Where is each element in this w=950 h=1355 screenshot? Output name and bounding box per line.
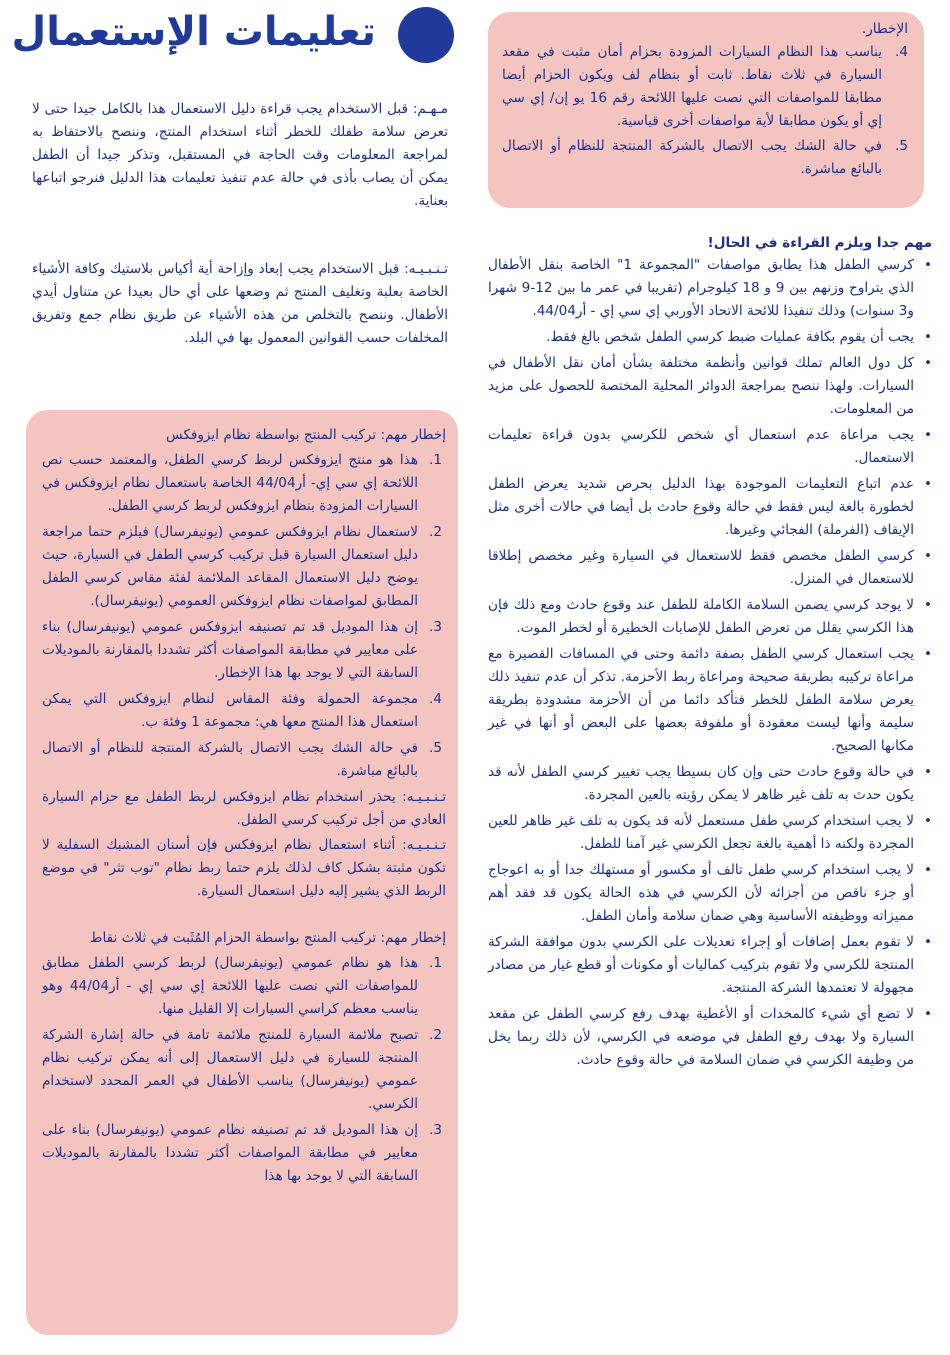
list-item <box>502 135 908 181</box>
warning-intro-line: الإخطار. <box>861 21 908 37</box>
list-item: • لا يوجد كرسي يضمن السلامة الكاملة للطفل عند وقوع حادث ومع ذلك فإن هذا الكرسي يقلل من تعرض الطفل للإصابات الخطيرة أو لخطر الموت. <box>488 594 932 640</box>
intro-important-paragraph: مـهـم: قبل الاستخدام يجب قراءة دليل الاستعمال هذا بالكامل جيدا حتى لا تعرض سلامة طفلك للخطر أثناء استخدام المنتج، وننصح بالاحتفاظ به لمراجعة المعلومات وقت الحاجة في المستقبل، وتذكر جيدا أن الطفل يمكن أن يصاب بأذى في حالة عدم تنفيذ تعليمات هذا الدليل فنرجو اتباعها بعناية. <box>32 101 448 209</box>
section-gap <box>42 905 446 927</box>
isofix-caution-1: تـنـبـيـه: يحذر استخدام نظام ايزوفكس لربط الطفل مع حزام السيارة العادي من أجل تركيب كرسي الطفل. <box>42 789 446 828</box>
belt-list <box>42 952 446 1188</box>
title-circle-icon <box>398 7 454 63</box>
item-number: 2. <box>429 1027 442 1043</box>
warning-box-installation <box>26 410 458 1335</box>
list-item <box>42 737 446 783</box>
item-text: في حالة الشك يجب الاتصال بالشركة المنتجة للنظام أو الاتصال بالبائع مباشرة. <box>502 138 882 177</box>
item-text: يناسب هذا النظام السيارات المزودة بحزام أمان مثبت في مقعد السيارة في ثلاث نقاط. ثابت أو بنظام لف ويكون الحزام أيضا مطابقا للمواصفات التي نصت عليها اللائحة رقم 16 يو إن/ إي سي إي أو يكون مطابقا لأية مواصفات أخرى قياسية. <box>502 44 882 129</box>
item-text: في حالة الشك يجب الاتصال بالشركة المنتجة للنظام أو الاتصال بالبائع مباشرة. <box>42 740 418 779</box>
list-item <box>42 1024 446 1116</box>
item-text: لاستعمال نظام ايزوفكس عمومي (يونيفرسال) فيلزم حتما مراجعة دليل استعمال السيارة قبل تركيب كرسي الطفل في السيارة، حيث يوضح دليل الاستعمال المقاعد الملائمة لفئة مقاس كرسي الطفل المطابق لمواصفات نظام ايزوفكس العمومي (يونيفرسال). <box>42 524 418 609</box>
list-item: • في حالة وقوع حادث حتى وإن كان بسيطا يجب تغيير كرسي الطفل لأنه قد يكون حدث به تلف غير ظاهر لا يمكن رؤيته بالعين المجردة. <box>488 761 932 807</box>
item-number: 4. <box>429 691 442 707</box>
list-item <box>42 521 446 613</box>
item-number: 1. <box>429 452 442 468</box>
warning-box-top <box>488 12 924 208</box>
isofix-caution-2: تـنـبـيـه: أثناء استعمال نظام ايزوفكس فإن أسنان المشبك السفلية لا تكون مثبتة بشكل كاف لذلك يلزم حتما ربط نظام "توب تثر" في موضع الربط الذي يشير إليه دليل استعمال السيارة. <box>42 837 446 899</box>
item-text: إن هذا الموديل قد تم تصنيفه نظام عمومي (يونيفرسال) بناء على معايير في مطابقة المواصفات أكثر تشددا بالمقارنة بالموديلات السابقة التي لا يوجد بها هذا <box>42 1122 418 1184</box>
item-text: هذا هو نظام عمومي (يونيفرسال) لربط كرسي الطفل مطابق للمواصفات التي نصت عليها اللائحة إي سي إي - أر44/04 وهو يناسب معظم كراسي السيارات إلا القليل منها. <box>42 955 418 1017</box>
isofix-list <box>42 449 446 783</box>
page-title: تعليمات الإستعمال <box>11 9 376 55</box>
item-number: 5. <box>429 740 442 756</box>
intro-caution-paragraph: تـنـبـيـه: قبل الاستخدام يجب إبعاد وإزاحة أية أكياس بلاستيك وكافة الأشياء الخاصة بعلبة وتغليف المنتج ثم وضعها على أي حال بعيدا عن متناول أيدي الأطفال. وننصح بالتخلص من هذه الأشياء عن طريق نظام جمع وتفريق المخلفات حسب القوانين المعمول بها في البلد. <box>32 261 448 346</box>
item-number: 2. <box>429 524 442 540</box>
item-text: مجموعة الحمولة وفئة المقاس لنظام ايزوفكس التي يمكن استعمال هذا المنتج معها هي: مجموعة 1 وفئة ب. <box>42 691 418 730</box>
item-number: 1. <box>429 955 442 971</box>
isofix-heading: إخطار مهم: تركيب المنتج بواسطة نظام ايزوفكس <box>166 427 446 443</box>
list-item: • يجب مراعاة عدم استعمال أي شخص للكرسي بدون قراءة تعليمات الاستعمال. <box>488 424 932 470</box>
important-heading: مهم جدا ويلزم القراءة في الحال! <box>707 235 932 251</box>
item-text: إن هذا الموديل قد تم تصنيفه ايزوفكس عمومي (يونيفرسال) بناء على معايير في مطابقة المواصفات أكثر تشددا بالمقارنة بالموديلات السابقة التي لا يوجد بها هذا الإخطار. <box>42 619 418 681</box>
list-item <box>42 1119 446 1188</box>
list-item <box>502 41 908 133</box>
list-item <box>42 688 446 734</box>
item-number: 3. <box>429 619 442 635</box>
belt-heading: إخطار مهم: تركيب المنتج بواسطة الحزام المُثَبت في ثلاث نقاط <box>89 930 446 946</box>
item-text: هذا هو منتج ايزوفكس لربط كرسي الطفل، والمعتمد حسب نص اللائحة إي سي إي- أر44/04 الخاصة باستعمال نظام ايزوفكس في السيارات المزودة بنظام ايزوفكس لربط كرسي الطفل. <box>42 452 418 514</box>
item-number: 4. <box>895 44 908 60</box>
list-item <box>42 952 446 1021</box>
list-item <box>42 449 446 518</box>
list-item: • يجب استعمال كرسي الطفل بصفة دائمة وحتى في المسافات القصيرة مع مراعاة تركيبه بطريقة صحيحة ومراعاة ربط الأحزمة. تذكر أن عدم تنفيذ ذلك يعرض سلامة الطفل للخطر فتأكد دائما من أن الأحزمة مشدودة بطريقة سليمة وأنها ليست معقودة أو ملفوفة بعضها على البعض أو أنها في غير مكانها الصحيح. <box>488 643 932 758</box>
list-item: • كل دول العالم تملك قوانين وأنظمة مختلفة بشأن أمان نقل الأطفال في السيارات. ولهذا ننصح بمراجعة الدوائر المحلية المختصة للحصول على مزيد من المعلومات. <box>488 352 932 421</box>
item-number: 5. <box>895 138 908 154</box>
item-number: 3. <box>429 1122 442 1138</box>
list-item: • عدم اتباع التعليمات الموجودة بهذا الدليل بحرص شديد يعرض الطفل لخطورة بالغة ليس فقط في حالة وقوع حادث بل أيضا في حالات أخرى مثل الإيقاف (الفرملة) الفجائي وغيرها. <box>488 473 932 542</box>
item-text: تصبح ملائمة السيارة للمنتج ملائمة تامة في حالة إشارة الشركة المنتجة للسيارة في دليل الاستعمال إلى أنه يمكن تركيب نظام عمومي (يونيفرسال) يناسب الأطفال في العمر المحدد لاستخدام الكرسي. <box>42 1027 418 1112</box>
list-item: • لا يجب استخدام كرسي طفل تالف أو مكسور أو مستهلك جدا أو به اعوجاج أو جزء ناقص من أجزائه لأن الكرسي في هذه الحالة يكون قد فقد أهم مميزاته ووظيفته الأساسية وهي ضمان سلامة وأمان الطفل. <box>488 859 932 928</box>
important-bullet-list <box>488 254 932 1075</box>
list-item: • يجب أن يقوم بكافة عمليات ضبط كرسي الطفل شخص بالغ فقط. <box>488 326 932 349</box>
list-item <box>42 616 446 685</box>
list-item: • لا تضع أي شيء كالمخدات أو الأغطية بهدف رفع كرسي الطفل عن مقعد السيارة ولا بهدف رفع الطفل في موضعه في الكرسي، لأن ذلك ربما يخل من وظيفة الكرسي في ضمان السلامة في حالة وقوع حادث. <box>488 1003 932 1072</box>
warning-list <box>502 41 908 181</box>
list-item: • لا يجب استخدام كرسي طفل مستعمل لأنه قد يكون به تلف غير ظاهر للعين المجردة ولكنه ذا أهمية بالغة تجعل الكرسي غير آمنا للطفل. <box>488 810 932 856</box>
list-item: • كرسي الطفل هذا يطابق مواصفات "المجموعة 1" الخاصة بنقل الأطفال الذي يتراوح وزنهم بين 9 و 18 كيلوجرام (تقريبا في عمر ما بين 12-9 شهرا و3 سنوات) وذلك تنفيذا للائحة الاتحاد الأوربي إي سي إي - أر44/04. <box>488 254 932 323</box>
list-item: • كرسي الطفل مخصص فقط للاستعمال في السيارة وغير مخصص إطلاقا للاستعمال في المنزل. <box>488 545 932 591</box>
list-item: • لا تقوم بعمل إضافات أو إجراء تعديلات على الكرسي بدون موافقة الشركة المنتجة للكرسي ولا تقوم بتركيب كماليات أو مكونات أو قطع غيار من مصادر مجهولة لا تعتمدها الشركة المنتجة. <box>488 931 932 1000</box>
